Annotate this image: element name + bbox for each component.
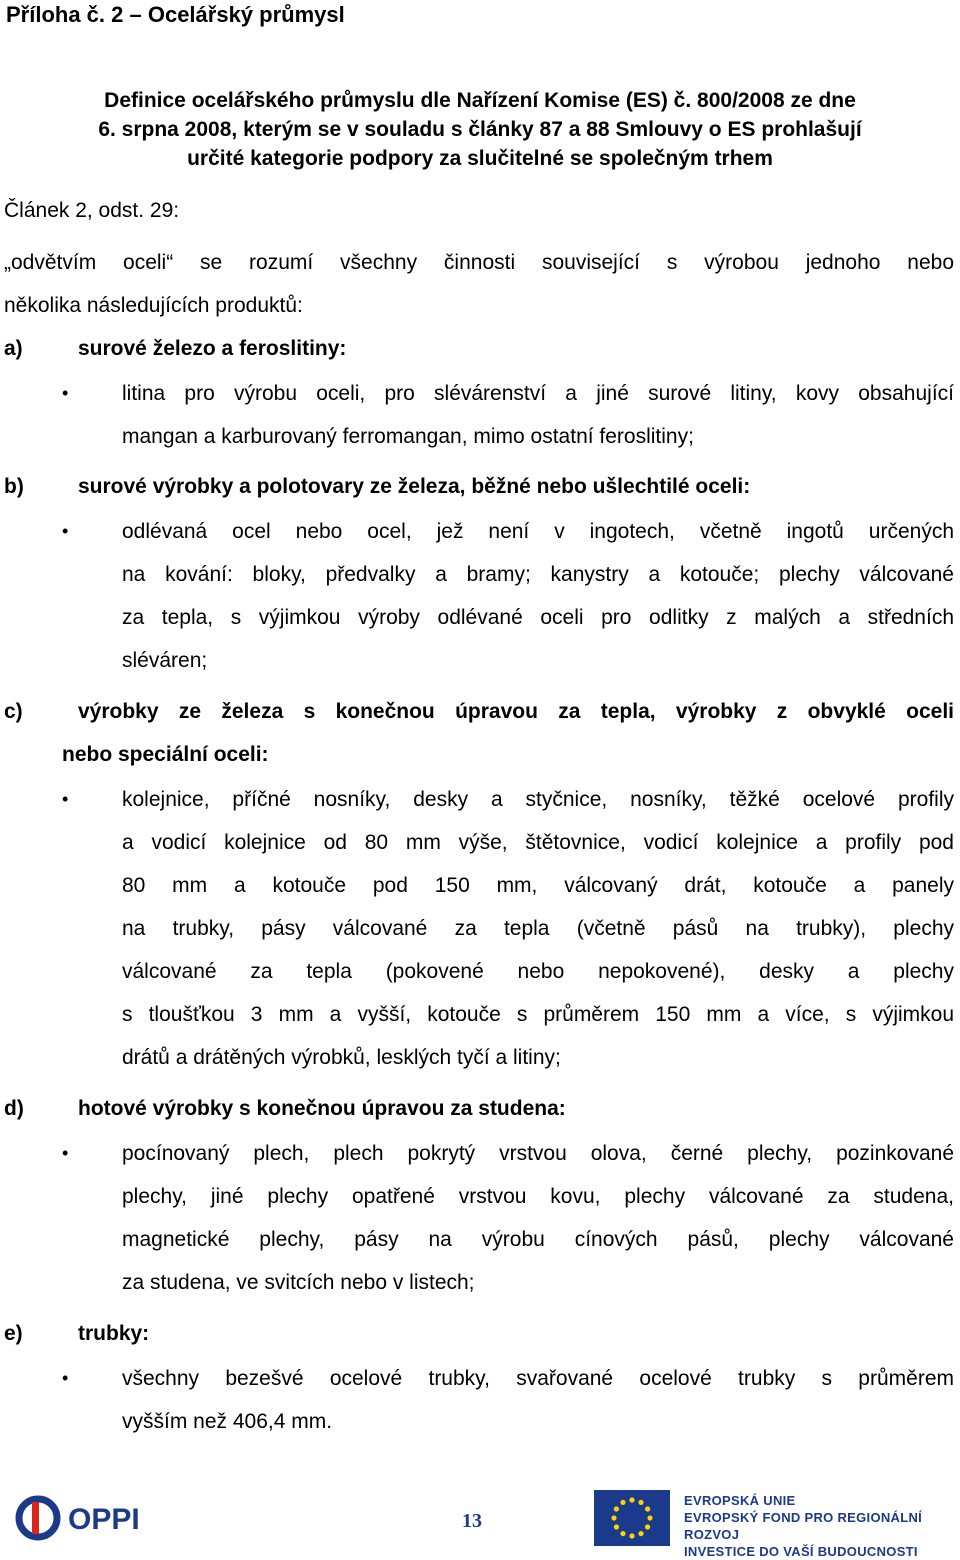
intro-paragraph [4,241,954,327]
eu-star-icon [614,1524,619,1529]
eu-star-icon [645,1524,650,1529]
item-line: drátů a drátěných výrobků, lesklých tyčí a litiny; [122,1046,561,1069]
eu-line: EVROPSKÁ UNIE [684,1493,796,1508]
definition-line: Definice ocelářského průmyslu dle Nařízení Komise (ES) č. 800/2008 ze dne [104,89,856,112]
eu-star-icon [614,1506,619,1511]
page-footer [0,1480,960,1559]
item-line: litina pro výrobu oceli, pro slévárenství a jiné surové litiny, kovy obsahující [122,382,954,405]
eu-flag-icon [594,1490,670,1546]
category-title-cont: nebo speciální oceli: [62,743,269,766]
definition-line: určité kategorie podpory za slučitelné se společným trhem [187,147,773,170]
category-title: trubky: [78,1322,150,1345]
item-line: za studena, ve svitcích nebo v listech; [122,1271,475,1294]
category-title: surové železo a feroslitiny: [78,337,347,360]
category-letter: a) [4,337,23,360]
eu-star-icon [620,1500,625,1505]
oppi-logo-text: OPPI [68,1503,140,1536]
item-line: sléváren; [122,649,208,672]
eu-star-icon [629,1533,634,1538]
item-line: na trubky, pásy válcované za tepla (včetně pásů na trubky), plechy [122,917,954,940]
intro-line: „odvětvím oceli“ se rozumí všechny činnosti související s výrobou jednoho nebo [4,251,954,274]
bullet-icon: • [62,1143,69,1163]
item-line: mangan a karburovaný ferromangan, mimo ostatní feroslitiny; [122,425,694,448]
eu-star-icon [620,1531,625,1536]
item-line: vyšším než 406,4 mm. [122,1410,333,1433]
oppi-logo [14,1494,164,1542]
eu-star-icon [638,1531,643,1536]
eu-star-icon [645,1506,650,1511]
category-d-heading [4,1087,954,1130]
category-letter: c) [4,700,23,723]
item-line: 80 mm a kotouče pod 150 mm, válcovaný drát, kotouče a panely [122,874,954,897]
item-line: válcované za tepla (pokovené nebo nepokovené), desky a plechy [122,960,954,983]
eu-star-icon [629,1497,634,1502]
category-c-heading [4,690,954,776]
bullet-icon: • [62,383,69,403]
category-c-item [122,778,954,1079]
item-line: a vodicí kolejnice od 80 mm výše, štětovnice, vodicí kolejnice a profily pod [122,831,954,854]
bullet-icon: • [62,1368,69,1388]
item-line: plechy, jiné plechy opatřené vrstvou kovu, plechy válcované za studena, [122,1185,954,1208]
category-e-heading [4,1312,954,1355]
category-b-item [122,510,954,682]
category-a-item [122,372,954,458]
item-line: kolejnice, příčné nosníky, desky a styčnice, nosníky, těžké ocelové profily [122,788,954,811]
item-line: pocínovaný plech, plech pokrytý vrstvou olova, černé plechy, pozinkované [122,1142,954,1165]
category-title: hotové výrobky s konečnou úpravou za studena: [78,1097,566,1120]
page-number: 13 [462,1510,482,1532]
intro-line: několika následujících produktů: [4,294,303,317]
eu-text [684,1492,960,1560]
definition-title [0,86,960,173]
eu-line: INVESTICE DO VAŠÍ BUDOUCNOSTI [684,1544,918,1559]
category-letter: d) [4,1097,24,1120]
category-b-heading [4,465,954,508]
bullet-icon: • [62,521,69,541]
category-letter: e) [4,1322,23,1345]
item-line: všechny bezešvé ocelové trubky, svařované ocelové trubky s průměrem [122,1367,954,1390]
category-title: výrobky ze železa s konečnou úpravou za tepla, výrobky z obvyklé oceli [78,700,954,723]
eu-star-icon [611,1515,616,1520]
category-e-item [122,1357,954,1443]
eu-star-icon [638,1500,643,1505]
category-d-item [122,1132,954,1304]
category-letter: b) [4,475,24,498]
category-a-heading [4,327,954,370]
item-line: odlévaná ocel nebo ocel, jež není v ingotech, včetně ingotů určených [122,520,954,543]
category-title: surové výrobky a polotovary ze železa, běžné nebo ušlechtilé oceli: [78,475,751,498]
item-line: za tepla, s výjimkou výroby odlévané oceli pro odlitky z malých a středních [122,606,954,629]
definition-line: 6. srpna 2008, kterým se v souladu s články 87 a 88 Smlouvy o ES prohlašují [98,118,862,141]
eu-line: EVROPSKÝ FOND PRO REGIONÁLNÍ ROZVOJ [684,1510,923,1542]
eu-star-icon [647,1515,652,1520]
item-line: magnetické plechy, pásy na výrobu cínových pásů, plechy válcované [122,1228,954,1251]
oppi-bar [32,1502,39,1534]
item-line: s tloušťkou 3 mm a vyšší, kotouče s průměrem 150 mm a více, s výjimkou [122,1003,954,1026]
bullet-icon: • [62,789,69,809]
page-heading: Příloha č. 2 – Ocelářský průmysl [6,2,345,27]
article-reference: Článek 2, odst. 29: [4,199,180,222]
item-line: na kování: bloky, předvalky a bramy; kanystry a kotouče; plechy válcované [122,563,954,586]
